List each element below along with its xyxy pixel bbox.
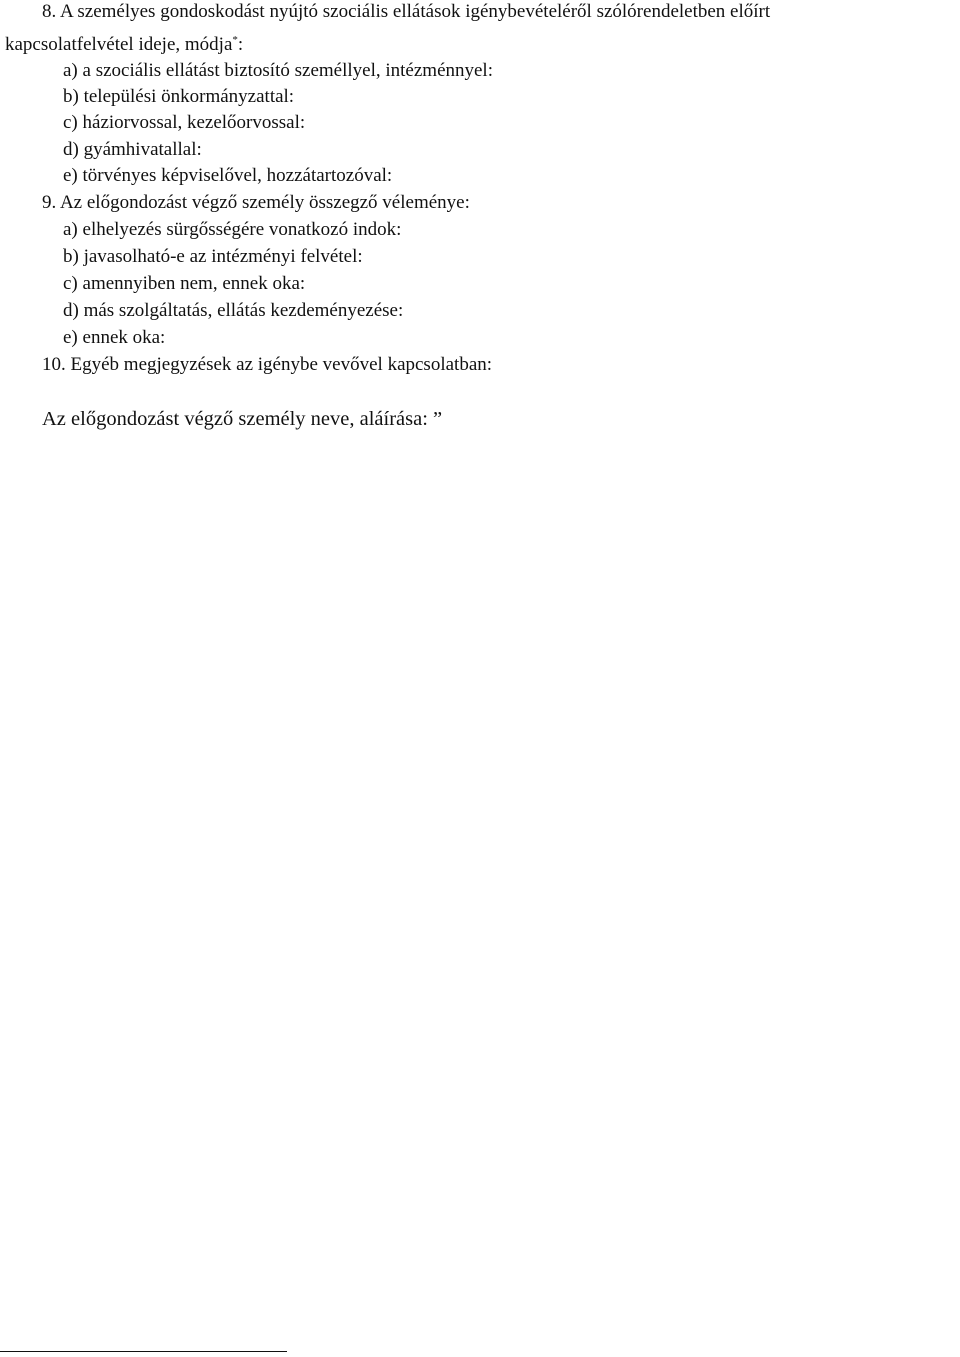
section-9-item-b: b) javasolható-e az intézményi felvétel: bbox=[63, 246, 363, 267]
section-9-item-e: e) ennek oka: bbox=[63, 327, 166, 348]
footnote-separator bbox=[0, 1351, 287, 1352]
section-9-item-a: a) elhelyezés sürgősségére vonatkozó indok: bbox=[63, 219, 402, 240]
signature-label: Az előgondozást végző személy neve, aláírása: ” bbox=[42, 408, 443, 430]
footnote-mark: * bbox=[232, 34, 238, 46]
section-8-heading-continued bbox=[5, 34, 243, 56]
section-8-item-e: e) törvényes képviselővel, hozzátartozóval: bbox=[63, 165, 393, 186]
section-8-heading-text: 8. A személyes gondoskodást nyújtó szociális ellátások igénybevételéről szólórendeletben előírt bbox=[42, 1, 771, 22]
section-8-item-d: d) gyámhivatallal: bbox=[63, 139, 202, 160]
section-8-heading-text-continued: kapcsolatfelvétel ideje, módja bbox=[5, 34, 233, 55]
section-8-item-b: b) települési önkormányzattal: bbox=[63, 86, 295, 107]
heading-colon: : bbox=[237, 34, 244, 55]
section-10-heading: 10. Egyéb megjegyzések az igénybe vevővel kapcsolatban: bbox=[42, 354, 493, 375]
section-9-item-c: c) amennyiben nem, ennek oka: bbox=[63, 273, 306, 294]
section-8-item-c: c) háziorvossal, kezelőorvossal: bbox=[63, 112, 306, 133]
section-9-item-d: d) más szolgáltatás, ellátás kezdeményezése: bbox=[63, 300, 404, 321]
section-8-item-a: a) a szociális ellátást biztosító személlyel, intézménnyel: bbox=[63, 60, 493, 81]
section-8-heading bbox=[42, 1, 770, 23]
section-9-heading: 9. Az előgondozást végző személy összegző véleménye: bbox=[42, 192, 470, 213]
